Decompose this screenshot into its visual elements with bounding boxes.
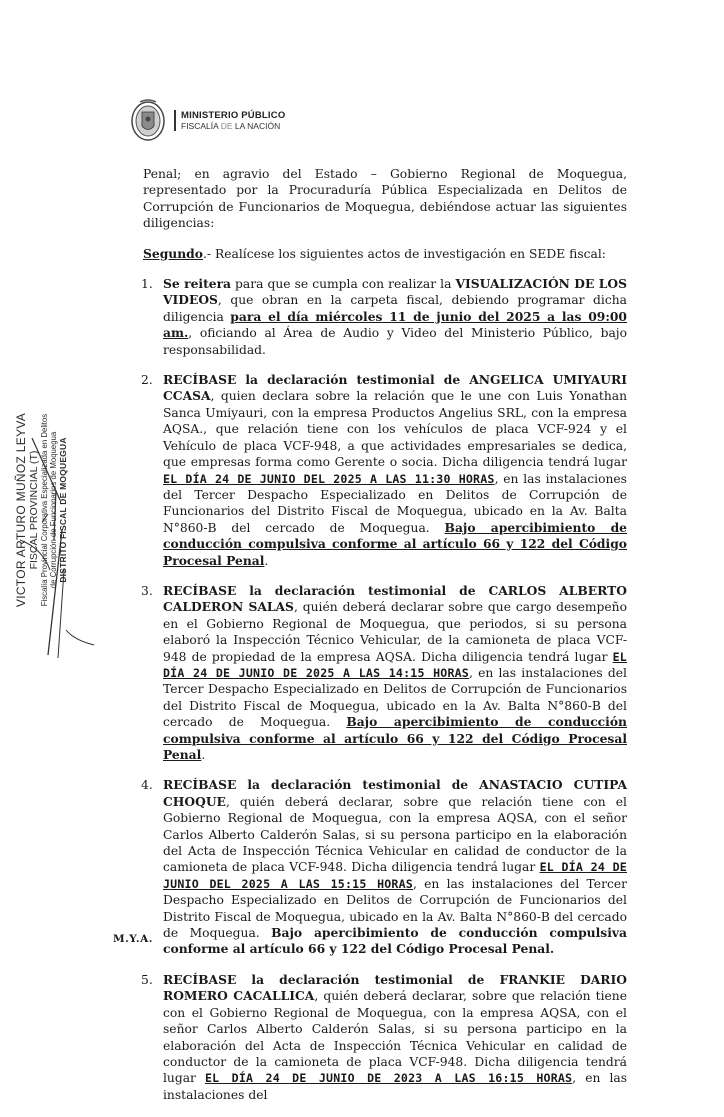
stamp-role: FISCAL PROVINCIAL (T) [28, 450, 40, 570]
stamp-line-3: Fiscalía Provincial Corporativa Especializada en Delitos [40, 413, 49, 607]
author-initials: M.Y.A. [113, 933, 153, 945]
stamp-line-4: de Corrupción de Funcionarios de Moquegua [49, 431, 58, 589]
intro-paragraph: Penal; en agravio del Estado – Gobierno Regional de Moquegua, representado por la Procuraduría Pública Especializada en Delitos de Corrupción de Funcionarios de Moquegua, debiéndose actuar las siguientes diligencias: [143, 167, 627, 231]
prosecutor-stamp [14, 360, 68, 660]
org-name: MINISTERIO PÚBLICO [181, 109, 286, 121]
section-label: Segundo [143, 245, 203, 261]
crest-seal-icon [128, 96, 168, 144]
list-item: 4. RECÍBASE la declaración testimonial de ANASTACIO CUTIPA CHOQUE, quién deberá declarar, sobre que relación tiene con el Gobierno Regional de Moquegua, con la empresa AQSA, con el señor Carlos Alberto Calderón Salas, si su persona participo en la elaboración del Acta de Inspección Técnica Vehicular en calidad de conductor de la camioneta de placa VCF-948. Dicha diligencia tendrá lugar EL DÍA 24 DE JUNIO DEL 2025 A LAS 15:15 HORAS, en las instalaciones del Tercer Despacho Especializado en Delitos de Corrupción de Funcionarios del Distrito Fiscal de Moquegua, ubicado en la Av. Balta N°860-B del cercado de Moquegua. Bajo apercibimiento de conducción compulsiva conforme al artículo 66 y 122 del Código Procesal Penal. [141, 777, 627, 957]
letterhead [128, 96, 285, 144]
diligence-list [143, 276, 627, 1103]
list-item: 3. RECÍBASE la declaración testimonial de CARLOS ALBERTO CALDERON SALAS, quién deberá declarar sobre que cargo desempeño en el Gobierno Regional de Moquegua, que periodos, si su persona elaboró la Inspección Técnico Vehicular, de la camioneta de placa VCF-948 de propiedad de la empresa AQSA. Dicha diligencia tendrá lugar EL DÍA 24 DE JUNIO DE 2025 A LAS 14:15 HORAS, en las instalaciones del Tercer Despacho Especializado en Delitos de Corrupción de Funcionarios del Distrito Fiscal de Moquegua, ubicado en la Av. Balta N°860-B del cercado de Moquegua. Bajo apercibimiento de conducción compulsiva conforme al artículo 66 y 122 del Código Procesal Penal. [141, 582, 628, 762]
list-item: 1. Se reitera para que se cumpla con realizar la VISUALIZACIÓN DE LOS VIDEOS, que obran en la carpeta fiscal, debiendo programar dicha diligencia para el día miércoles 11 de junio del 2025 a las 09:00 am., oficiando al Área de Audio y Video del Ministerio Público, bajo responsabilidad. [141, 276, 627, 357]
stamp-district: DISTRITO FISCAL DE MOQUEGUA [58, 437, 68, 583]
list-item: 2. RECÍBASE la declaración testimonial de ANGELICA UMIYAURI CCASA, quien declara sobre la relación que le une con Luis Yonathan Sanca Umiyauri, con la empresa Productos Angelius SRL, con la empresa AQSA., que relación tiene con los vehículos de placa VCF-924 y el Vehículo de placa VCF-948, a que actividades empresariales se dedica, que empresas forma como Gerente o socia. Dicha diligencia tendrá lugar EL DÍA 24 DE JUNIO DEL 2025 A LAS 11:30 HORAS, en las instalaciones del Tercer Despacho Especializado en Delitos de Corrupción de Funcionarios del Distrito Fiscal de Moquegua, ubicado en la Av. Balta N°860-B del cercado de Moquegua. Bajo apercibimiento de conducción compulsiva conforme al artículo 66 y 122 del Código Procesal Penal. [141, 372, 627, 568]
list-item: 5. RECÍBASE la declaración testimonial de FRANKIE DARIO ROMERO CACALLICA, quién deberá declarar, sobre que relación tiene con el Gobierno Regional de Moquegua, con la empresa AQSA, con el señor Carlos Alberto Calderón Salas, si su persona participo en la elaboración del Acta de Inspección Técnica Vehicular en calidad de conductor de la camioneta de placa VCF-948. Dicha diligencia tendrá lugar EL DÍA 24 DE JUNIO DE 2023 A LAS 16:15 HORAS, en las instalaciones del [141, 971, 628, 1102]
institution-name [174, 110, 285, 131]
document-body [143, 166, 627, 1117]
stamp-name: VICTOR ARTURO MUÑOZ LEYVA [14, 412, 28, 608]
org-subtitle: FISCALÍA DE LA NACIÓN [181, 120, 281, 131]
section-segundo: Segundo.- Realícese los siguientes actos de investigación en SEDE fiscal: [143, 245, 606, 261]
